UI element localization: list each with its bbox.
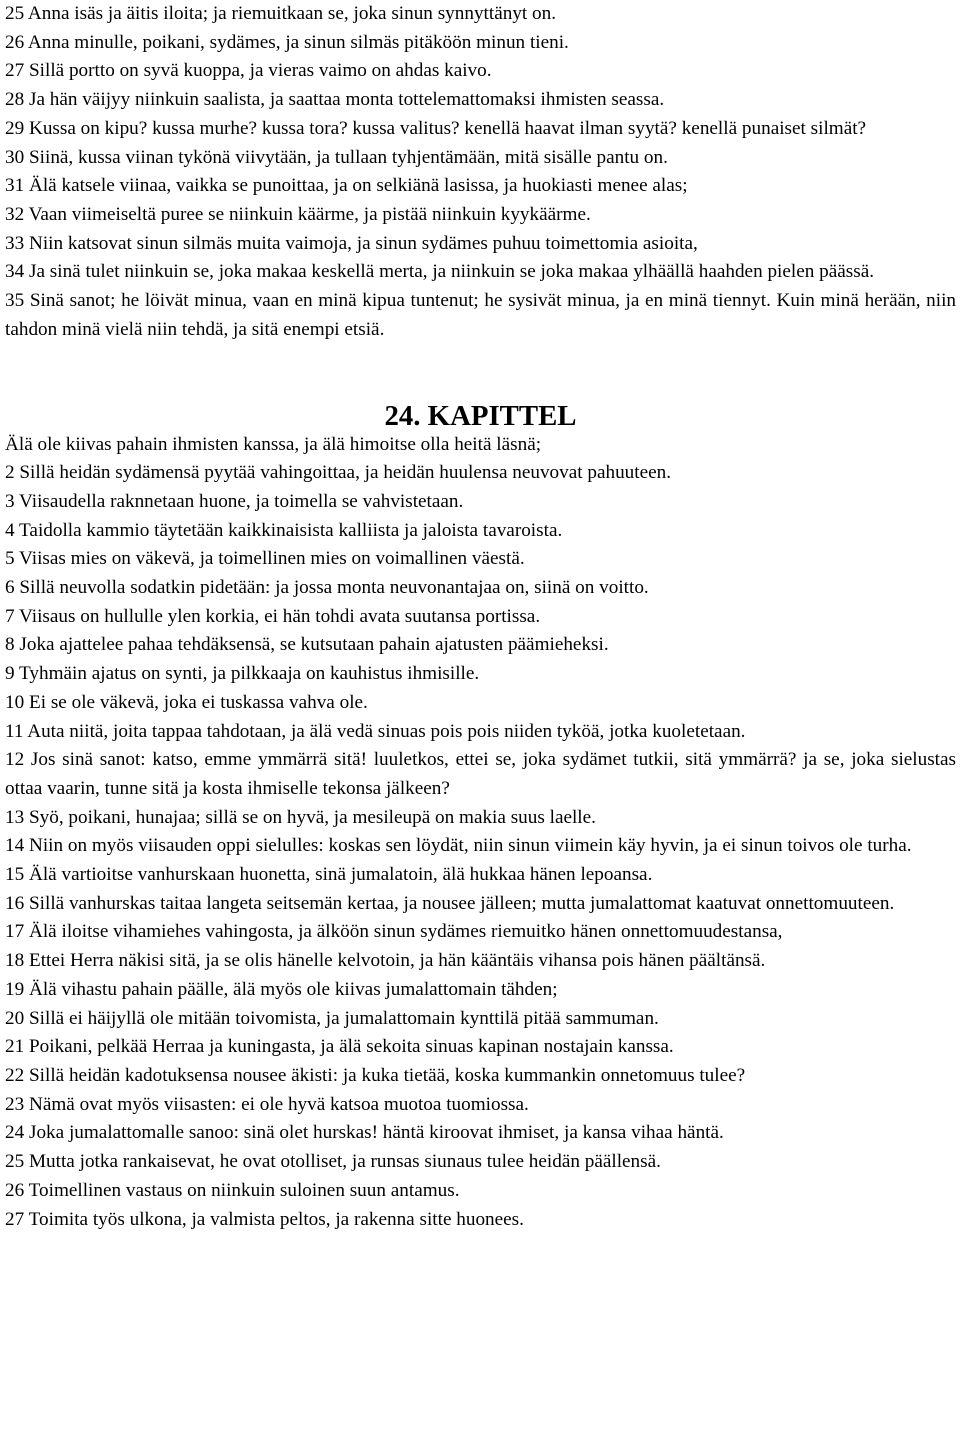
verse-23-29: 29 Kussa on kipu? kussa murhe? kussa tora? kussa valitus? kenellä haavat ilman syytä? kenellä punaiset silmät? — [5, 117, 867, 139]
verse-24-8: 8 Joka ajattelee pahaa tehdäksensä, se kutsutaan pahain ajatusten päämieheksi. — [5, 634, 609, 656]
verse-24-16: 16 Sillä vanhurskas taitaa langeta seitsemän kertaa, ja nousee jälleen; mutta jumalattomat kaatuvat onnettomuuteen. — [5, 892, 895, 914]
verse-23-26: 26 Anna minulle, poikani, sydämes, ja sinun silmäs pitäköön minun tieni. — [5, 31, 569, 53]
verse-24-5: 5 Viisas mies on väkevä, ja toimellinen mies on voimallinen väestä. — [5, 548, 525, 570]
verse-24-13: 13 Syö, poikani, hunajaa; sillä se on hyvä, ja mesileupä on makia suus laelle. — [5, 806, 596, 828]
verse-23-30: 30 Siinä, kussa viinan tykönä viivytään, ja tullaan tyhjentämään, mitä sisälle pantu on. — [5, 146, 668, 168]
verse-24-24: 24 Joka jumalattomalle sanoo: sinä olet hurskas! häntä kiroovat ihmiset, ja kansa vihaa häntä. — [5, 1122, 724, 1144]
verse-24-11: 11 Auta niitä, joita tappaa tahdotaan, ja älä vedä sinuas pois pois niiden tyköä, jotka kuoletetaan. — [5, 720, 746, 742]
verse-list-chapter-24 — [5, 431, 956, 1235]
verse-24-25: 25 Mutta jotka rankaisevat, he ovat otolliset, ja runsas siunaus tulee heidän päällensä. — [5, 1151, 661, 1173]
verse-24-3: 3 Viisaudella raknnetaan huone, ja toimella se vahvistetaan. — [5, 490, 464, 512]
verse-24-6: 6 Sillä neuvolla sodatkin pidetään: ja jossa monta neuvonantajaa on, siinä on voitto. — [5, 577, 649, 599]
verse-24-20: 20 Sillä ei häijyllä ole mitään toivomista, ja jumalattomain kynttilä pitää sammuman. — [5, 1007, 659, 1029]
section-spacer — [5, 344, 956, 401]
verse-23-32: 32 Vaan viimeiseltä puree se niinkuin käärme, ja pistää niinkuin kyykäärme. — [5, 203, 591, 225]
verse-24-1: Älä ole kiivas pahain ihmisten kanssa, ja älä himoitse olla heitä läsnä; — [5, 433, 542, 455]
verse-list-chapter-23 — [5, 0, 956, 344]
verse-23-34: 34 Ja sinä tulet niinkuin se, joka makaa keskellä merta, ja niinkuin se joka makaa ylhäällä haahden pielen päässä. — [5, 261, 875, 283]
verse-23-31: 31 Älä katsele viinaa, vaikka se punoittaa, ja on selkiänä lasissa, ja huokiasti menee alas; — [5, 175, 688, 197]
verse-23-25: 25 Anna isäs ja äitis iloita; ja riemuitkaan se, joka sinun synnyttänyt on. — [5, 3, 557, 24]
verse-24-19: 19 Älä vihastu pahain päälle, älä myös ole kiivas jumalattomain tähden; — [5, 978, 558, 1000]
chapter-heading: 24. KAPITTEL — [384, 399, 577, 432]
verse-24-22: 22 Sillä heidän kadotuksensa nousee äkisti: ja kuka tietää, koska kummankin onnetomuus tulee? — [5, 1065, 746, 1086]
verse-24-26: 26 Toimellinen vastaus on niinkuin suloinen suun antamus. — [5, 1179, 460, 1201]
verse-23-27: 27 Sillä portto on syvä kuoppa, ja vieras vaimo on ahdas kaivo. — [5, 60, 492, 82]
verse-24-17: 17 Älä iloitse vihamiehes vahingosta, ja älköön sinun sydämes riemuitko hänen onnettomuudestansa, — [5, 921, 783, 943]
verse-24-12: 12 Jos sinä sanot: katso, emme ymmärrä sitä! luuletkos, ettei se, joka sydämet tutkii, sitä ymmärrä? ja se, joka sielustas ottaa vaarin, tunne sitä ja kosta ihmiselle tekonsa jälkeen? — [5, 749, 956, 799]
verse-24-7: 7 Viisaus on hullulle ylen korkia, ei hän tohdi avata suutansa portissa. — [5, 605, 541, 627]
verse-24-27: 27 Toimita työs ulkona, ja valmista peltos, ja rakenna sitte huonees. — [5, 1208, 524, 1230]
verse-24-15: 15 Älä vartioitse vanhurskaan huonetta, sinä jumalatoin, älä hukkaa hänen lepoansa. — [5, 864, 653, 886]
verse-24-21: 21 Poikani, pelkää Herraa ja kuningasta, ja älä sekoita sinuas kapinan nostajain kanssa. — [5, 1036, 674, 1058]
document-page — [5, 0, 956, 1234]
verse-24-14: 14 Niin on myös viisauden oppi sielulles: koskas sen löydät, niin sinun viimein käy hyvin, ja ei sinun toivos ole turha. — [5, 835, 912, 857]
verse-24-9: 9 Tyhmäin ajatus on synti, ja pilkkaaja on kauhistus ihmisille. — [5, 663, 480, 685]
verse-23-28: 28 Ja hän väijyy niinkuin saalista, ja saattaa monta tottelemattomaksi ihmisten seassa. — [5, 89, 665, 111]
verse-24-23: 23 Nämä ovat myös viisasten: ei ole hyvä katsoa muotoa tuomiossa. — [5, 1093, 529, 1115]
verse-24-4: 4 Taidolla kammio täytetään kaikkinaisista kalliista ja jaloista tavaroista. — [5, 519, 563, 541]
verse-24-18: 18 Ettei Herra näkisi sitä, ja se olis hänelle kelvotoin, ja hän kääntäis vihansa pois hänen päältänsä. — [5, 950, 766, 972]
verse-24-2: 2 Sillä heidän sydämensä pyytää vahingoittaa, ja heidän huulensa neuvovat pahuuteen. — [5, 462, 672, 484]
verse-23-33: 33 Niin katsovat sinun silmäs muita vaimoja, ja sinun sydämes puhuu toimettomia asioita, — [5, 232, 698, 254]
verse-24-10: 10 Ei se ole väkevä, joka ei tuskassa vahva ole. — [5, 691, 368, 713]
verse-23-35: 35 Sinä sanot; he löivät minua, vaan en minä kipua tuntenut; he sysivät minua, ja en minä tiennyt. Kuin minä herään, niin tahdon minä vielä niin tehdä, ja sitä enempi etsiä. — [5, 290, 956, 340]
